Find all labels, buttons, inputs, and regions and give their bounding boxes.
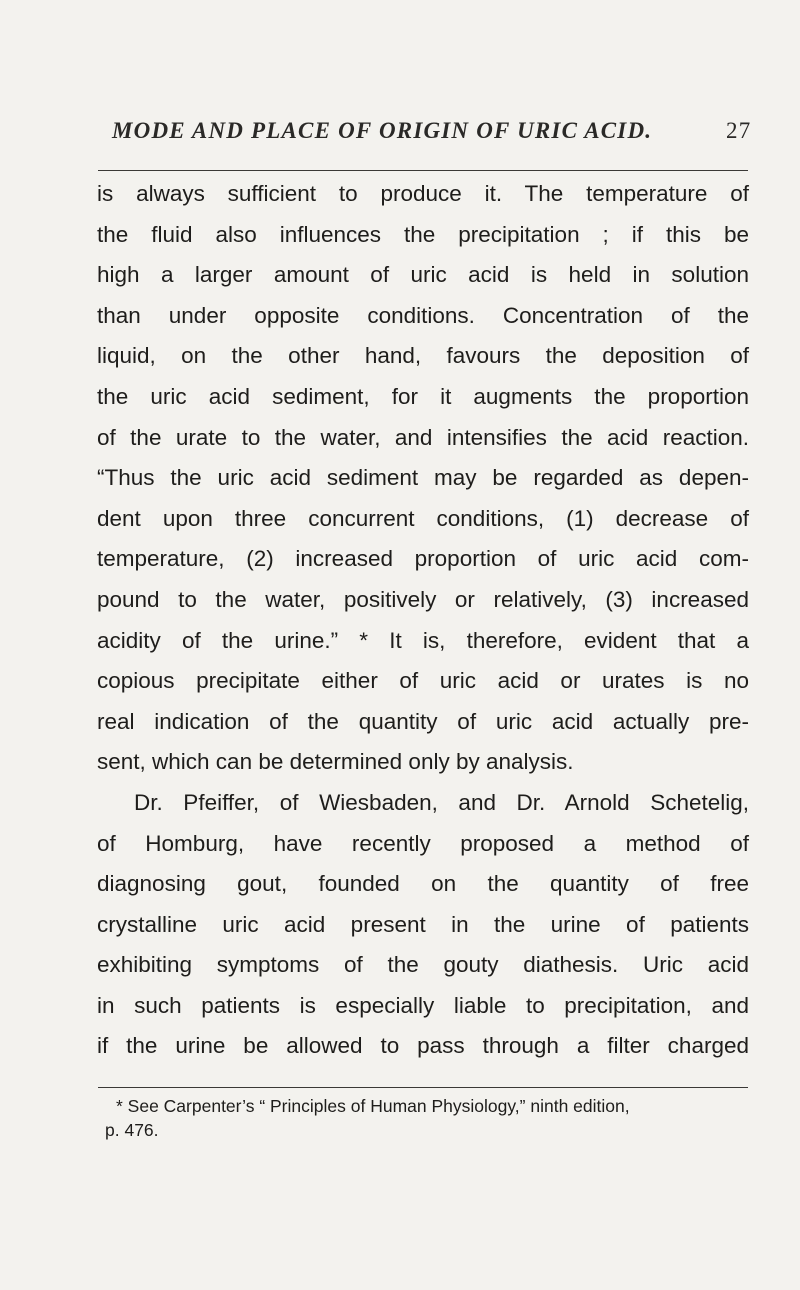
- text-line: if the urine be allowed to pass through a filter charged: [97, 1033, 749, 1059]
- text-line: is always sufficient to produce it. The temperature of: [97, 181, 749, 206]
- running-title: MODE AND PLACE OF ORIGIN OF URIC ACID.: [112, 118, 653, 143]
- text-line: of the urate to the water, and intensifies the acid reaction.: [97, 424, 749, 450]
- text-line: liquid, on the other hand, favours the deposition of: [97, 343, 749, 369]
- footnote-line: * See Carpenter’s “ Principles of Human Physiology,” ninth edition,: [116, 1096, 630, 1116]
- footnote-line: p. 476.: [105, 1120, 159, 1140]
- running-head: [112, 118, 752, 144]
- footnote: [105, 1094, 746, 1142]
- text-line: exhibiting symptoms of the gouty diathesis. Uric acid: [97, 952, 749, 978]
- text-line: “Thus the uric acid sediment may be regarded as depen-: [97, 465, 749, 491]
- text-line: the uric acid sediment, for it augments the proportion: [97, 383, 749, 409]
- text-line: real indication of the quantity of uric acid actually pre-: [97, 708, 749, 734]
- text-line: in such patients is especially liable to precipitation, and: [97, 992, 749, 1018]
- text-line: crystalline uric acid present in the urine of patients: [97, 911, 749, 937]
- footnote-rule: [98, 1087, 748, 1088]
- text-line: high a larger amount of uric acid is held in solution: [97, 262, 749, 288]
- page-number: 27: [726, 118, 752, 143]
- text-line: dent upon three concurrent conditions, (1) decrease of: [97, 505, 749, 531]
- text-line: of Homburg, have recently proposed a method of: [97, 830, 749, 856]
- body-text: [97, 174, 749, 1067]
- header-rule: [98, 170, 748, 171]
- text-line: diagnosing gout, founded on the quantity of free: [97, 871, 749, 897]
- text-line: Dr. Pfeiffer, of Wiesbaden, and Dr. Arnold Schetelig,: [134, 789, 749, 815]
- text-line: copious precipitate either of uric acid or urates is no: [97, 668, 749, 694]
- text-line: pound to the water, positively or relatively, (3) increased: [97, 586, 749, 612]
- text-line: sent, which can be determined only by analysis.: [97, 749, 574, 775]
- text-line: acidity of the urine.” * It is, therefore, evident that a: [97, 627, 749, 653]
- text-line: than under opposite conditions. Concentration of the: [97, 302, 749, 328]
- text-line: the fluid also influences the precipitation ; if this be: [97, 221, 749, 247]
- text-line: temperature, (2) increased proportion of uric acid com-: [97, 546, 749, 572]
